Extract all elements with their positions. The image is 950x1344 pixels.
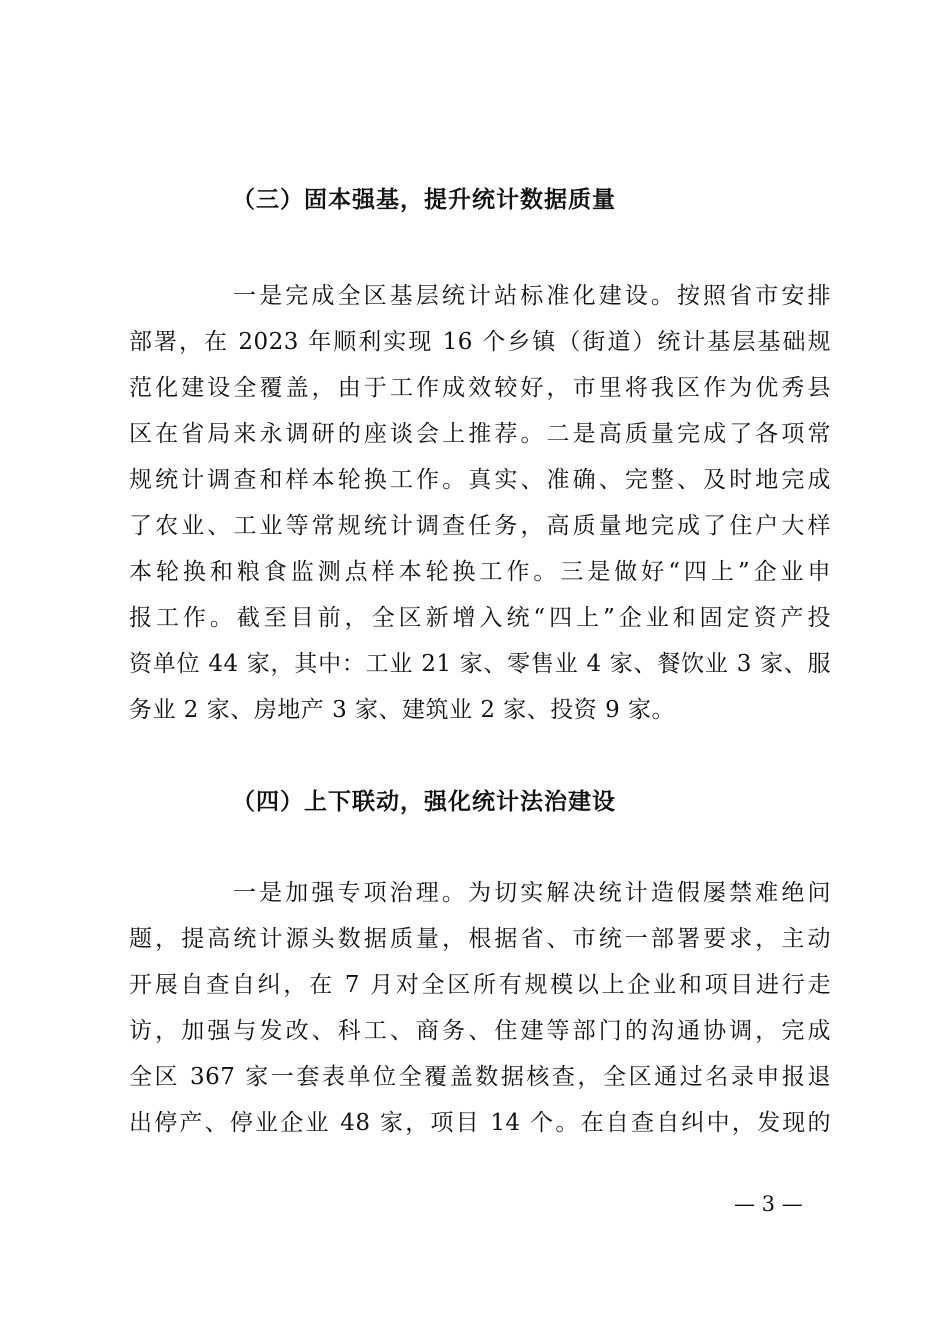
paragraph-line: 全区 367 家一套表单位全覆盖数据核查，全区通过名录申报退 bbox=[129, 1064, 831, 1090]
page-number: — 3 — bbox=[734, 1192, 803, 1216]
paragraph-line: 规统计调查和样本轮换工作。真实、准确、完整、及时地完成 bbox=[129, 467, 831, 493]
paragraph-line: 区在省局来永调研的座谈会上推荐。二是高质量完成了各项常 bbox=[129, 421, 831, 447]
paragraph-line: 本轮换和粮食监测点样本轮换工作。三是做好“四上”企业申 bbox=[129, 559, 831, 585]
paragraph-line: 题，提高统计源头数据质量，根据省、市统一部署要求，主动 bbox=[129, 926, 831, 952]
section-4-paragraph bbox=[129, 870, 831, 1146]
paragraph-line: 资单位 44 家，其中：工业 21 家、零售业 4 家、餐饮业 3 家、服 bbox=[129, 651, 831, 677]
paragraph-line: 务业 2 家、房地产 3 家、建筑业 2 家、投资 9 家。 bbox=[129, 697, 676, 723]
paragraph-line: 一是加强专项治理。为切实解决统计造假屡禁难绝问 bbox=[233, 880, 831, 906]
section-heading-3: （三）固本强基，提升统计数据质量 bbox=[232, 186, 616, 213]
paragraph-line: 范化建设全覆盖，由于工作成效较好，市里将我区作为优秀县 bbox=[129, 375, 831, 401]
paragraph-line: 开展自查自纠，在 7 月对全区所有规模以上企业和项目进行走 bbox=[129, 972, 831, 998]
section-3-paragraph bbox=[129, 273, 831, 733]
section-heading-4: （四）上下联动，强化统计法治建设 bbox=[232, 788, 616, 815]
paragraph-line: 部署，在 2023 年顺利实现 16 个乡镇（街道）统计基层基础规 bbox=[129, 329, 831, 355]
paragraph-line: 出停产、停业企业 48 家，项目 14 个。在自查自纠中，发现的 bbox=[129, 1110, 831, 1136]
paragraph-line: 了农业、工业等常规统计调查任务，高质量地完成了住户大样 bbox=[129, 513, 831, 539]
paragraph-line: 访，加强与发改、科工、商务、住建等部门的沟通协调，完成 bbox=[129, 1018, 831, 1044]
paragraph-line: 报工作。截至目前，全区新增入统“四上”企业和固定资产投 bbox=[129, 605, 831, 631]
paragraph-line: 一是完成全区基层统计站标准化建设。按照省市安排 bbox=[233, 283, 831, 309]
